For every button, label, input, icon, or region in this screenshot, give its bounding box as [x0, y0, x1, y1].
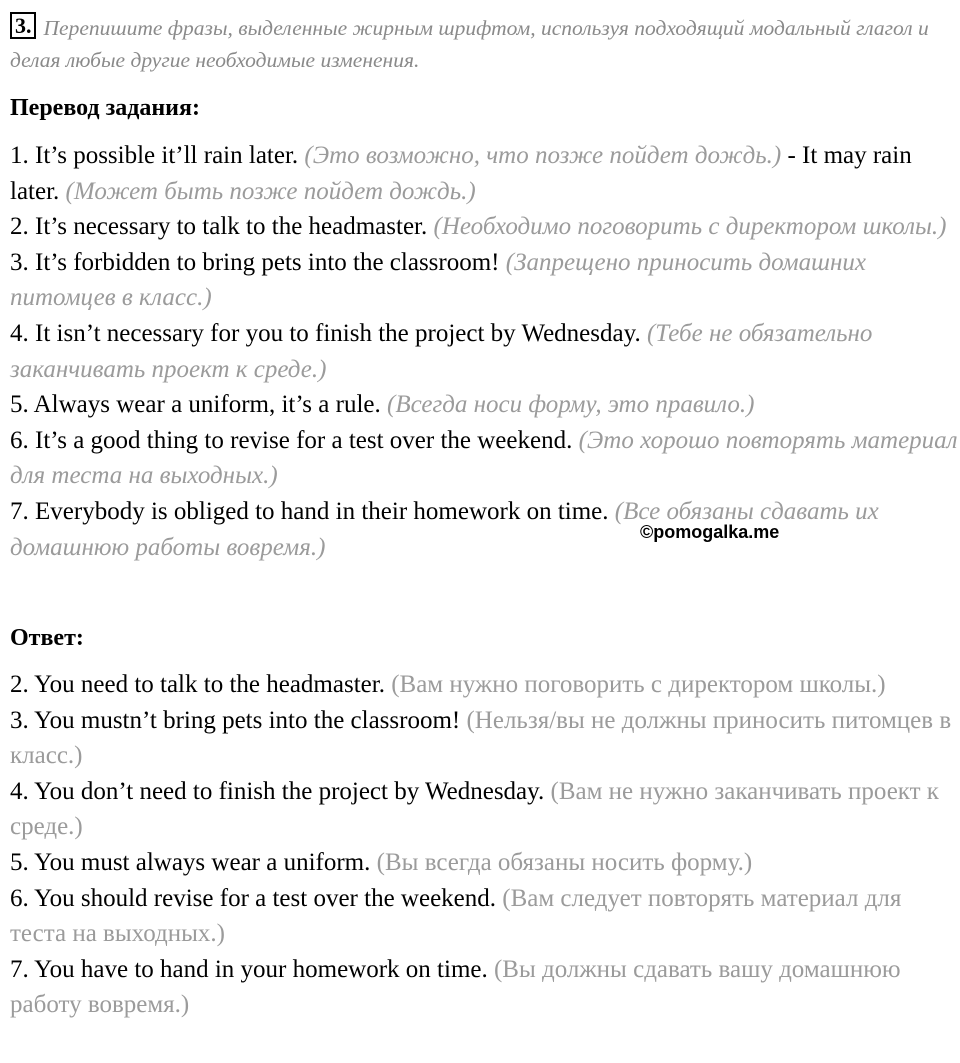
item-en-continuation: - It may rain later. [10, 142, 912, 205]
item-en: 2. You need to talk to the headmaster. [10, 671, 385, 698]
item-ru: (Вы должны сдавать вашу домашнюю работу вовремя.) [10, 955, 901, 1019]
item-en: 3. It’s forbidden to bring pets into the classroom! [10, 248, 500, 276]
translation-list [10, 138, 960, 565]
item-en: 3. You mustn’t bring pets into the classroom! [10, 706, 461, 734]
item-ru: (Вам не нужно заканчивать проект к среде.) [10, 777, 939, 841]
answer-list [10, 667, 960, 1023]
task-number: 3. [10, 12, 36, 39]
task-header [10, 12, 955, 76]
item-ru: (Это хорошо повторять материал для теста на выходных.) [10, 426, 958, 490]
item-en: 6. It’s a good thing to revise for a test over the weekend. [10, 426, 573, 454]
watermark: ©pomogalka.me [640, 522, 780, 542]
list-item [10, 423, 960, 494]
item-ru: (Это возможно, что позже пойдет дождь.) [304, 142, 782, 169]
item-ru: (Всегда носи форму, это правило.) [387, 391, 755, 419]
item-ru: (Необходимо поговорить с директором школы.) [433, 213, 947, 241]
translation-heading: Перевод задания: [10, 95, 200, 121]
answer-heading: Ответ: [10, 625, 84, 651]
item-ru: (Вы всегда обязаны носить форму.) [376, 848, 753, 876]
item-ru: (Все обязаны сдавать их домашнюю работы вовремя.) [10, 497, 879, 561]
list-item [10, 774, 960, 845]
list-item [10, 138, 960, 209]
item-ru: (Нельзя/вы не должны приносить питомцев в класс.) [10, 706, 952, 770]
item-en: 5. You must always wear a uniform. [10, 848, 371, 876]
item-ru: (Вам нужно поговорить с директором школы.) [391, 671, 886, 698]
item-ru: (Запрещено приносить домашних питомцев в класс.) [10, 248, 867, 312]
item-en: 2. It’s necessary to talk to the headmaster. [10, 213, 428, 241]
item-en: 5. Always wear a uniform, it’s a rule. [10, 391, 381, 419]
item-en: 6. You should revise for a test over the weekend. [10, 884, 497, 912]
item-en: 7. You have to hand in your homework on time. [10, 955, 488, 983]
list-item [10, 494, 960, 565]
list-item [10, 209, 960, 245]
item-en: 4. You don’t need to finish the project by Wednesday. [10, 777, 545, 805]
list-item [10, 387, 960, 423]
list-item [10, 667, 960, 703]
item-ru: (Вам следует повторять материал для теста на выходных.) [10, 884, 902, 948]
task-instruction: Перепишите фразы, выделенные жирным шрифтом, используя подходящий модальный глагол и делая любые другие необходимые изменения. [10, 16, 929, 72]
item-ru-continuation: (Может быть позже пойдет дождь.) [65, 177, 476, 205]
list-item [10, 703, 960, 774]
list-item [10, 316, 960, 387]
item-en: 4. It isn’t necessary for you to finish the project by Wednesday. [10, 319, 641, 347]
list-item [10, 881, 960, 952]
list-item [10, 245, 960, 316]
item-en: 7. Everybody is obliged to hand in their homework on time. [10, 497, 609, 525]
list-item [10, 845, 960, 881]
list-item [10, 952, 960, 1023]
item-ru: (Тебе не обязательно заканчивать проект к среде.) [10, 319, 873, 383]
item-en: 1. It’s possible it’ll rain later. [10, 142, 299, 169]
